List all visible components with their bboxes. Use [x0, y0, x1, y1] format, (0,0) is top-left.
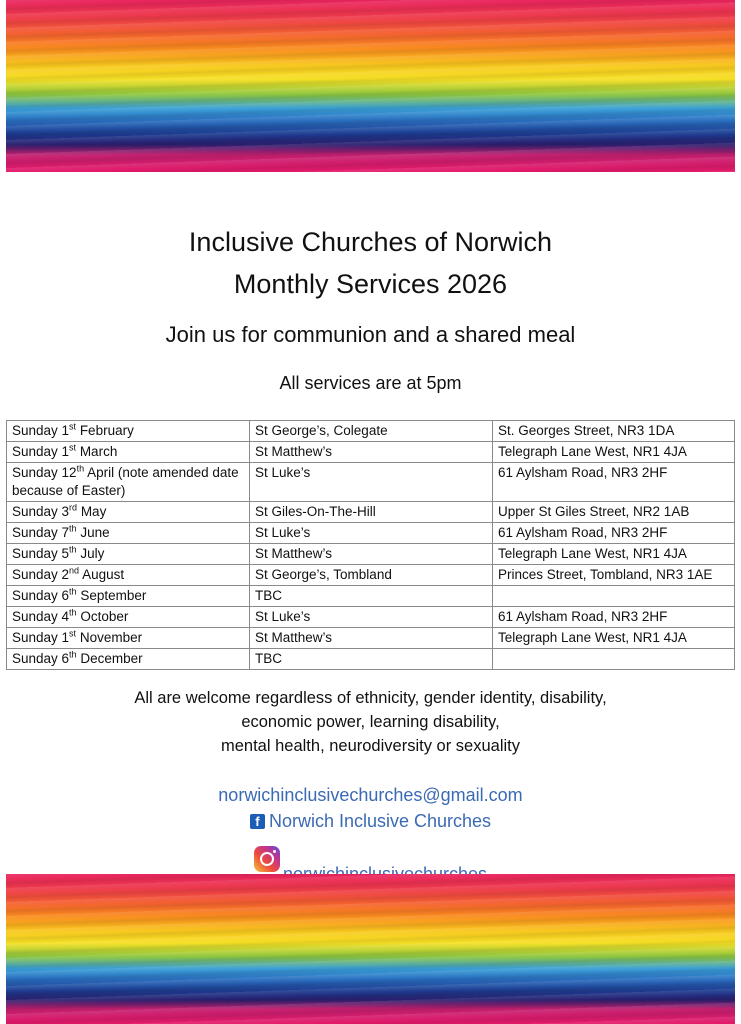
service-date: [7, 523, 250, 544]
invitation-text: Join us for communion and a shared meal: [165, 322, 576, 347]
date-ordinal: th: [69, 607, 77, 618]
service-address: Telegraph Lane West, NR1 4JA: [493, 628, 735, 649]
date-month: July: [76, 546, 105, 561]
welcome-line: mental health, neurodiversity or sexuality: [221, 737, 520, 755]
table-row: [7, 586, 735, 607]
date-month: February: [76, 423, 134, 438]
service-church: St Matthew’s: [250, 442, 493, 463]
service-address: Telegraph Lane West, NR1 4JA: [493, 544, 735, 565]
date-day: Sunday 7: [12, 525, 70, 540]
instagram-icon: [254, 846, 280, 872]
date-ordinal: st: [69, 628, 77, 639]
table-row: [7, 565, 735, 586]
service-church: St Matthew’s: [250, 628, 493, 649]
date-ordinal: st: [69, 442, 77, 453]
service-date: [7, 628, 250, 649]
date-day: Sunday 4: [12, 609, 70, 624]
date-month: September: [76, 588, 147, 603]
welcome-line: economic power, learning disability,: [241, 713, 500, 731]
date-month: August: [79, 567, 125, 582]
table-row: [7, 463, 735, 502]
table-row: [7, 502, 735, 523]
service-address: 61 Aylsham Road, NR3 2HF: [493, 463, 735, 502]
date-ordinal: rd: [69, 502, 78, 513]
date-day: Sunday 3: [12, 504, 70, 519]
welcome-statement: [0, 686, 741, 758]
service-church: St George’s, Tombland: [250, 565, 493, 586]
service-church: St Luke’s: [250, 523, 493, 544]
service-date: [7, 649, 250, 670]
service-date: [7, 502, 250, 523]
facebook-label: Norwich Inclusive Churches: [268, 811, 492, 831]
date-day: Sunday 12: [12, 465, 77, 480]
service-church: St George’s, Colegate: [250, 421, 493, 442]
date-day: Sunday 1: [12, 423, 70, 438]
date-day: Sunday 6: [12, 651, 70, 666]
date-ordinal: th: [69, 586, 77, 597]
date-month: May: [77, 504, 107, 519]
date-day: Sunday 5: [12, 546, 70, 561]
date-day: Sunday 6: [12, 588, 70, 603]
service-address: [493, 649, 735, 670]
service-address: 61 Aylsham Road, NR3 2HF: [493, 523, 735, 544]
date-ordinal: nd: [69, 565, 80, 576]
date-ordinal: th: [69, 544, 77, 555]
table-row: [7, 628, 735, 649]
table-row: [7, 607, 735, 628]
table-row: [7, 442, 735, 463]
date-day: Sunday 1: [12, 444, 70, 459]
table-row: [7, 649, 735, 670]
service-date: [7, 463, 250, 502]
page-title: Inclusive Churches of Norwich: [188, 227, 553, 257]
facebook-link[interactable]: [0, 811, 741, 832]
table-row: [7, 523, 735, 544]
service-church: St Luke’s: [250, 463, 493, 502]
service-church: TBC: [250, 649, 493, 670]
date-ordinal: st: [69, 421, 77, 432]
rainbow-banner-bottom: [6, 874, 735, 1024]
service-date: [7, 421, 250, 442]
date-day: Sunday 2: [12, 567, 70, 582]
date-month: March: [76, 444, 118, 459]
email-link[interactable]: norwichinclusivechurches@gmail.com: [218, 785, 523, 805]
date-day: Sunday 1: [12, 630, 70, 645]
service-time-note: All services are at 5pm: [279, 373, 462, 393]
service-date: [7, 544, 250, 565]
table-row: [7, 544, 735, 565]
date-month: November: [76, 630, 143, 645]
service-date: [7, 442, 250, 463]
date-ordinal: th: [69, 649, 77, 660]
date-month: October: [76, 609, 129, 624]
welcome-line: All are welcome regardless of ethnicity, gender identity, disability,: [134, 689, 607, 707]
date-ordinal: th: [69, 523, 77, 534]
service-address: Telegraph Lane West, NR1 4JA: [493, 442, 735, 463]
rainbow-banner-top: [6, 0, 735, 172]
facebook-icon: f: [250, 814, 265, 829]
service-date: [7, 565, 250, 586]
service-church: St Luke’s: [250, 607, 493, 628]
table-row: [7, 421, 735, 442]
service-address: Upper St Giles Street, NR2 1AB: [493, 502, 735, 523]
date-ordinal: th: [76, 463, 85, 474]
service-date: [7, 607, 250, 628]
date-month: December: [76, 651, 143, 666]
services-table: [6, 420, 735, 670]
date-month: April (note amended date because of Easter): [12, 465, 239, 498]
service-address: St. Georges Street, NR3 1DA: [493, 421, 735, 442]
service-address: [493, 586, 735, 607]
service-address: 61 Aylsham Road, NR3 2HF: [493, 607, 735, 628]
date-month: June: [76, 525, 110, 540]
page-subtitle-year: Monthly Services 2026: [233, 269, 508, 299]
service-church: St Matthew’s: [250, 544, 493, 565]
service-church: TBC: [250, 586, 493, 607]
service-date: [7, 586, 250, 607]
service-address: Princes Street, Tombland, NR3 1AE: [493, 565, 735, 586]
service-church: St Giles-On-The-Hill: [250, 502, 493, 523]
